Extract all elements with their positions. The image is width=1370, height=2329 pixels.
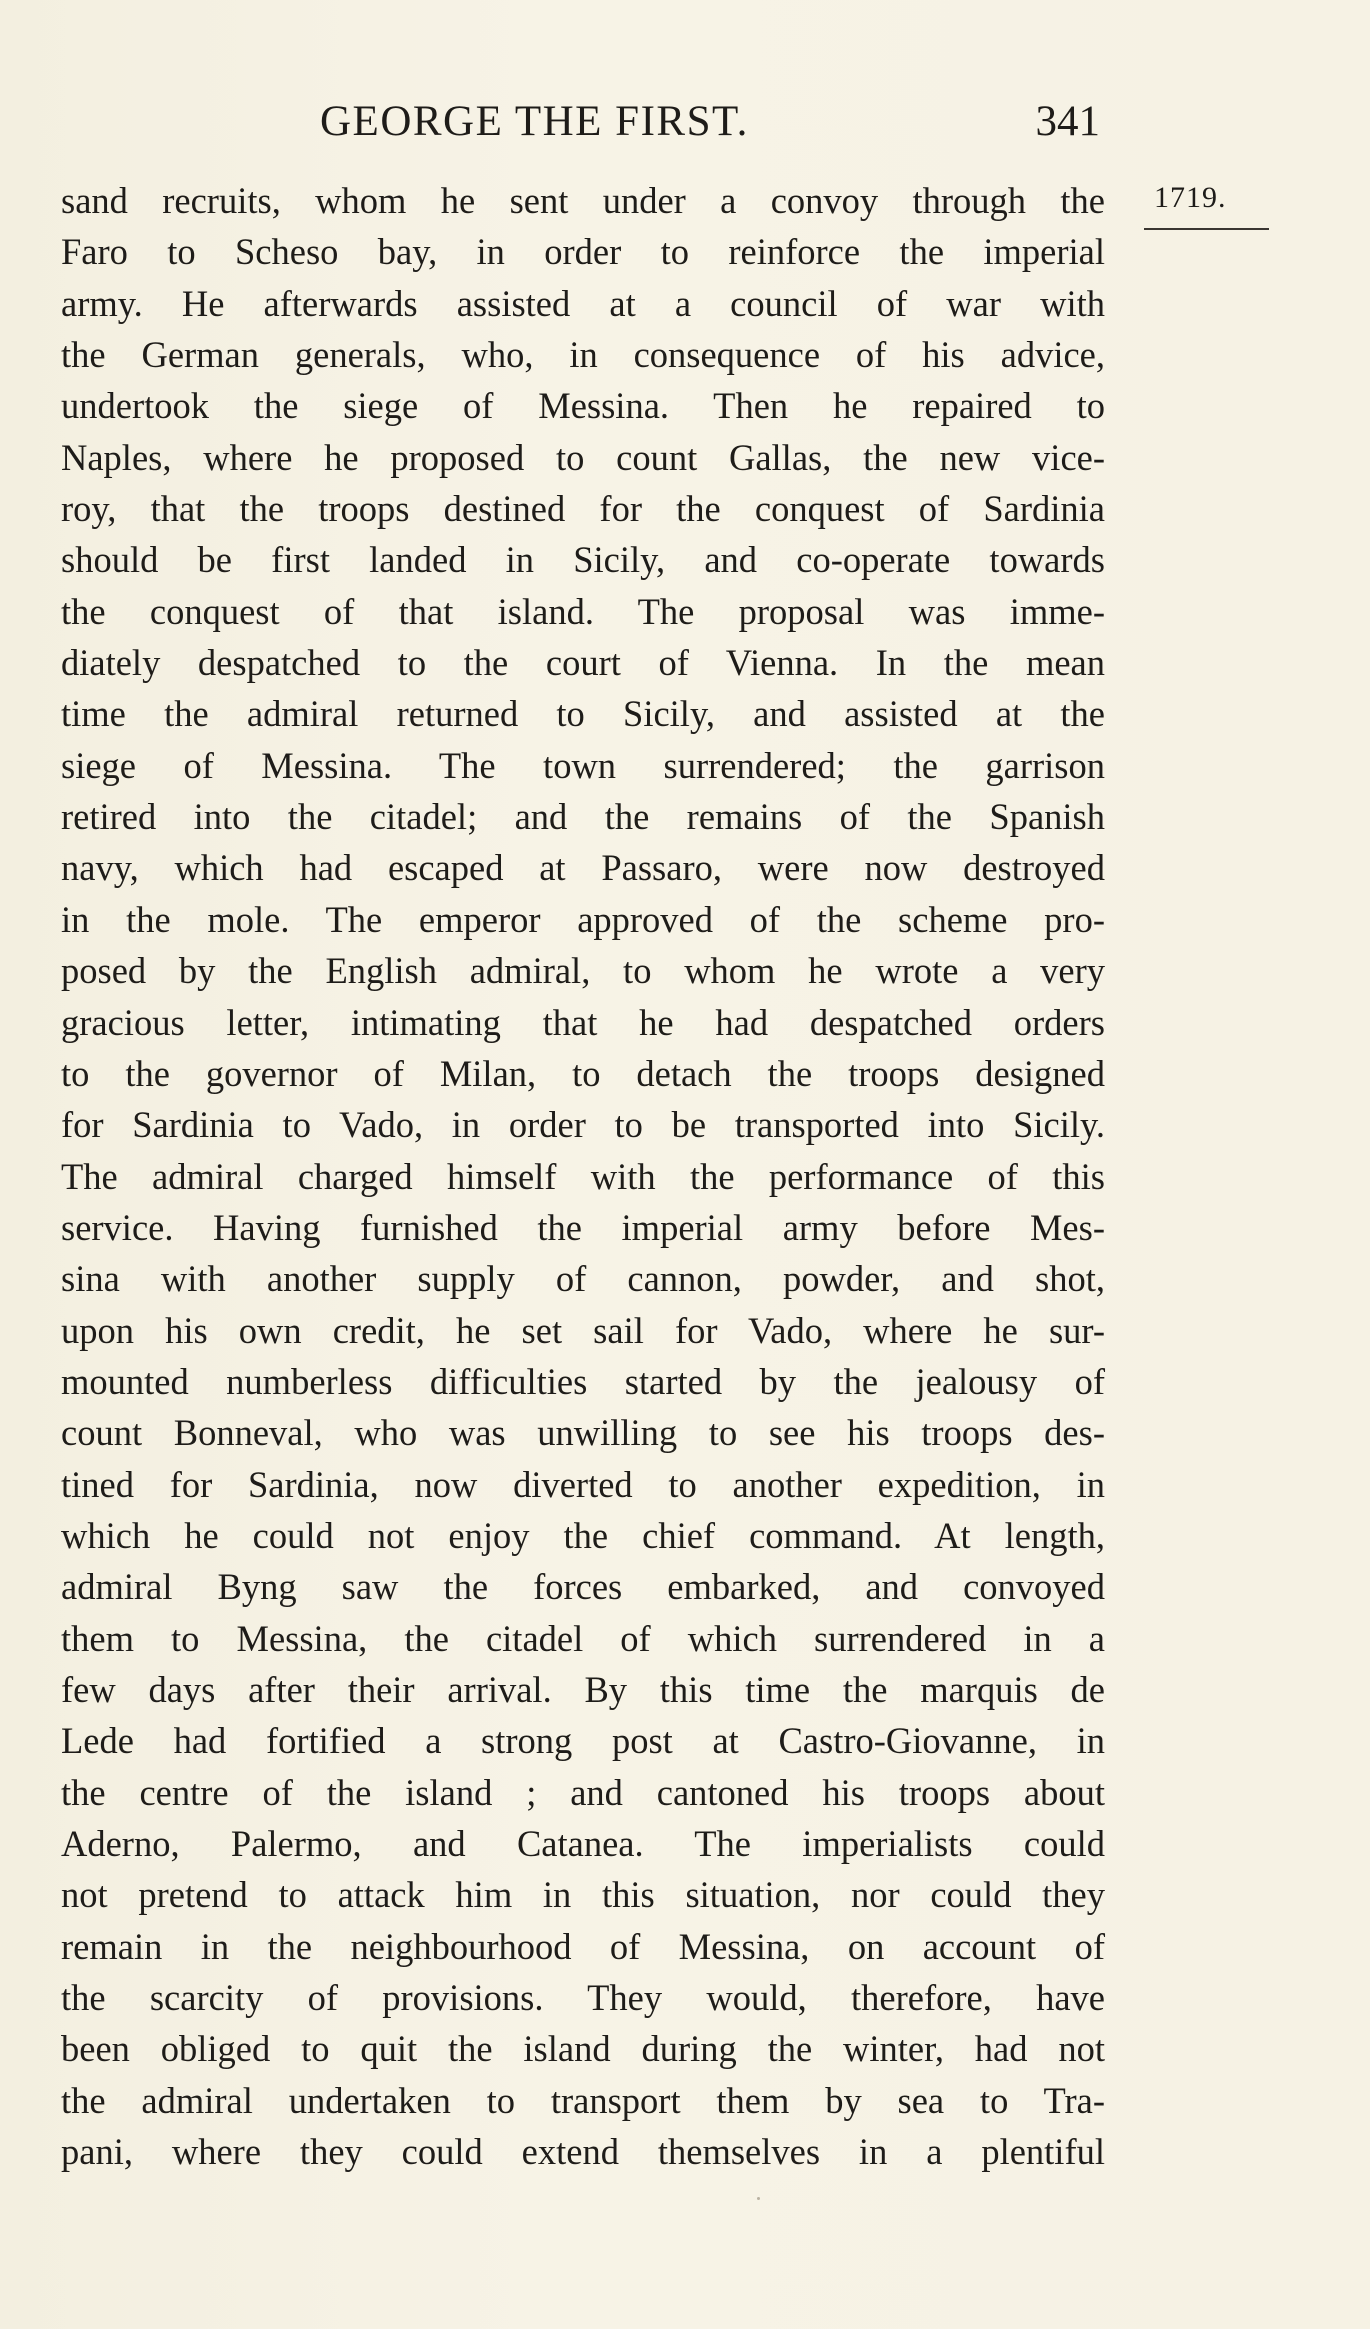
text-line: count Bonneval, who was unwilling to see his troops des- <box>61 1412 1105 1454</box>
text-line: Lede had fortified a strong post at Castro-Giovanne, in <box>61 1720 1105 1762</box>
text-line: the conquest of that island. The proposal was imme- <box>61 590 1105 632</box>
text-line: to the governor of Milan, to detach the troops designed <box>61 1052 1105 1094</box>
text-line: sand recruits, whom he sent under a convoy through the <box>61 180 1105 221</box>
text-line: sina with another supply of cannon, powder, and shot, <box>61 1258 1105 1300</box>
text-line: the scarcity of provisions. They would, therefore, have <box>61 1977 1105 2019</box>
text-line: which he could not enjoy the chief command. At length, <box>61 1514 1105 1556</box>
text-line: navy, which had escaped at Passaro, were now destroyed <box>61 847 1105 889</box>
text-line: should be first landed in Sicily, and co-operate towards <box>61 539 1105 581</box>
text-line: the centre of the island ; and cantoned his troops about <box>61 1771 1105 1813</box>
text-line: in the mole. The emperor approved of the scheme pro- <box>61 898 1105 940</box>
text-line: pani, where they could extend themselves in a plentiful <box>61 2131 1105 2173</box>
text-line: time the admiral returned to Sicily, and assisted at the <box>61 693 1105 735</box>
paper-speck <box>757 2197 760 2200</box>
text-line: been obliged to quit the island during the winter, had not <box>61 2028 1105 2070</box>
text-line: Naples, where he proposed to count Gallas, the new vice- <box>61 436 1105 478</box>
text-line: admiral Byng saw the forces embarked, and convoyed <box>61 1566 1105 1608</box>
text-line: gracious letter, intimating that he had despatched orders <box>61 1001 1105 1043</box>
margin-rule <box>1144 228 1269 230</box>
text-line: service. Having furnished the imperial army before Mes- <box>61 1206 1105 1248</box>
text-line: undertook the siege of Messina. Then he repaired to <box>61 385 1105 427</box>
text-line: diately despatched to the court of Vienna. In the mean <box>61 642 1105 684</box>
text-line: not pretend to attack him in this situation, nor could they <box>61 1874 1105 1916</box>
running-title: GEORGE THE FIRST. <box>320 98 749 145</box>
page-number: 341 <box>1035 98 1100 145</box>
text-line: remain in the neighbourhood of Messina, on account of <box>61 1925 1105 1967</box>
text-line: Faro to Scheso bay, in order to reinforce the imperial <box>61 231 1105 273</box>
text-line: roy, that the troops destined for the conquest of Sardinia <box>61 488 1105 530</box>
text-line: few days after their arrival. By this time the marquis de <box>61 1668 1105 1710</box>
text-line: the German generals, who, in consequence of his advice, <box>61 334 1105 376</box>
text-line: army. He afterwards assisted at a council of war with <box>61 282 1105 324</box>
text-line: retired into the citadel; and the remains of the Spanish <box>61 796 1105 838</box>
text-line: mounted numberless difficulties started by the jealousy of <box>61 1360 1105 1402</box>
text-line: tined for Sardinia, now diverted to another expedition, in <box>61 1463 1105 1505</box>
margin-note <box>1154 178 1264 218</box>
running-head <box>60 92 1100 152</box>
body-text <box>61 175 1105 2177</box>
text-line: the admiral undertaken to transport them by sea to Tra- <box>61 2079 1105 2121</box>
text-line: siege of Messina. The town surrendered; the garrison <box>61 744 1105 786</box>
text-line: for Sardinia to Vado, in order to be transported into Sicily. <box>61 1104 1105 1146</box>
text-line: upon his own credit, he set sail for Vado, where he sur- <box>61 1309 1105 1351</box>
text-line: them to Messina, the citadel of which surrendered in a <box>61 1617 1105 1659</box>
text-line: The admiral charged himself with the performance of this <box>61 1155 1105 1197</box>
text-line: posed by the English admiral, to whom he wrote a very <box>61 950 1105 992</box>
text-line: Aderno, Palermo, and Catanea. The imperialists could <box>61 1823 1105 1864</box>
margin-year: 1719. <box>1154 181 1227 214</box>
